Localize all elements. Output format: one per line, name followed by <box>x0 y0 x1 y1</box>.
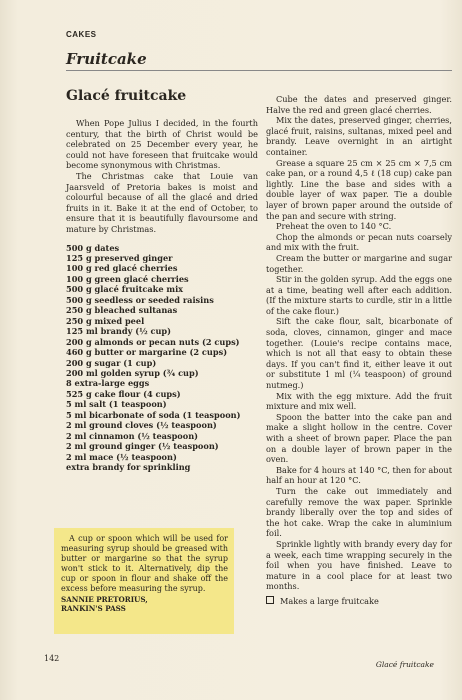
method-step: Turn the cake out immediately and carefully remove the wax paper. Sprinkle brandy liberally over the top and sides of the hot cake. Wrap the cake in aluminium foil. <box>266 485 452 539</box>
tip-author-place: RANKIN'S PASS <box>61 603 126 613</box>
method-column <box>266 94 452 607</box>
method-step: Cube the dates and preserved ginger. Halve the red and green glacé cherries. <box>266 94 452 115</box>
method-step: Spoon the batter into the cake pan and make a slight hollow in the centre. Cover with a sheet of brown paper. Place the pan on a double layer of brown paper in the oven. <box>266 411 452 465</box>
method-step: Grease a square 25 cm × 25 cm × 7,5 cm cake pan, or a round 4,5 ℓ (18 cup) cake pan lightly. Line the base and sides with a double layer of wax paper. Tie a double layer of brown paper around the outside of the pan and secure with string. <box>266 157 452 221</box>
recipe-title: Glacé fruitcake <box>66 88 187 104</box>
header-divider <box>66 70 452 71</box>
ingredient-item: 125 g preserved ginger <box>66 252 173 263</box>
ingredient-item: 2 ml ground cloves (½ teaspoon) <box>66 420 217 431</box>
ingredient-list <box>66 243 258 473</box>
tip-author: SANNIE PRETORIUS, <box>61 594 148 604</box>
ingredient-item: 250 g bleached sultanas <box>66 305 178 316</box>
ingredient-item: 250 g mixed peel <box>66 315 145 326</box>
ingredient-item: 525 g cake flour (4 cups) <box>66 388 181 399</box>
method-step: Cream the butter or margarine and sugar together. <box>266 252 452 274</box>
tip-text: A cup or spoon which will be used for measuring syrup should be greased with butter or margarine so that the syrup won't stick to it. Alternatively, dip the cup or spoon in flour and shake off the excess before measuring the syrup. <box>61 534 228 594</box>
method-step: Sift the cake flour, salt, bicarbonate of soda, cloves, cinnamon, ginger and mace together. (Louie's recipe contains mace, which is not all that easy to obtain these days. If you can't find it, either leave it out or substitute 1 ml (¼ teaspoon) of ground nutmeg.) <box>266 316 452 391</box>
ingredient-item: 500 g seedless or seeded raisins <box>66 294 214 305</box>
section-label: CAKES <box>66 30 97 39</box>
yield-line <box>266 596 452 607</box>
method-step: Stir in the golden syrup. Add the eggs one at a time, beating well after each addition. (If the mixture starts to curdle, stir in a little of the cake flour.) <box>266 274 452 316</box>
tip-box <box>54 528 234 634</box>
yield-text: Makes a large fruitcake <box>280 595 379 606</box>
ingredient-item: 5 ml bicarbonate of soda (1 teaspoon) <box>66 409 241 420</box>
method-step: Mix with the egg mixture. Add the fruit mixture and mix well. <box>266 390 452 412</box>
page-number: 142 <box>44 654 60 663</box>
checkbox-square-icon <box>266 596 274 604</box>
ingredient-item: 200 g almonds or pecan nuts (2 cups) <box>66 336 240 347</box>
left-column <box>66 118 258 473</box>
ingredient-item: 100 g green glacé cherries <box>66 273 189 284</box>
ingredient-item: 5 ml salt (1 teaspoon) <box>66 399 167 410</box>
ingredient-item: 500 g dates <box>66 242 120 253</box>
ingredient-item: 200 g sugar (1 cup) <box>66 357 157 368</box>
ingredient-item: 100 g red glacé cherries <box>66 263 178 274</box>
ingredient-item: 8 extra-large eggs <box>66 378 150 389</box>
ingredient-item: 500 g glacé fruitcake mix <box>66 284 184 295</box>
method-step: Preheat the oven to 140 °C. <box>276 221 392 232</box>
method-step: Sprinkle lightly with brandy every day for a week, each time wrapping securely in the foil when you have finished. Leave to mature in a cool place for at least two months. <box>266 538 452 592</box>
ingredient-item: 2 ml mace (½ teaspoon) <box>66 451 177 462</box>
ingredient-item: 125 ml brandy (½ cup) <box>66 326 171 337</box>
method-step: Mix the dates, preserved ginger, cherries, glacé fruit, raisins, sultanas, mixed peel and brandy. Leave overnight in an airtight container. <box>266 115 452 157</box>
intro-paragraph: The Christmas cake that Louie van Jaarsveld of Pretoria bakes is moist and colourful because of all the glacé and dried fruits in it. Bake it at the end of October, to ensure that it is beautifully flavoursome and mature by Christmas. <box>66 170 258 234</box>
footer-title: Glacé fruitcake <box>375 660 434 669</box>
ingredient-item: 2 ml cinnamon (½ teaspoon) <box>66 430 199 441</box>
intro-paragraph: When Pope Julius I decided, in the fourth century, that the birth of Christ would be celebrated on 25 December every year, he could not have foreseen that fruitcake would become synonymous with Christmas. <box>66 118 258 171</box>
ingredient-item: 460 g butter or margarine (2 cups) <box>66 347 228 358</box>
ingredient-item: extra brandy for sprinkling <box>66 462 191 473</box>
method-step: Bake for 4 hours at 140 °C, then for about half an hour at 120 °C. <box>266 464 452 486</box>
ingredient-item: 200 ml golden syrup (¾ cup) <box>66 367 199 378</box>
ingredient-item: 2 ml ground ginger (½ teaspoon) <box>66 441 219 452</box>
method-step: Chop the almonds or pecan nuts coarsely and mix with the fruit. <box>266 231 452 253</box>
header-title: Fruitcake <box>66 50 147 68</box>
